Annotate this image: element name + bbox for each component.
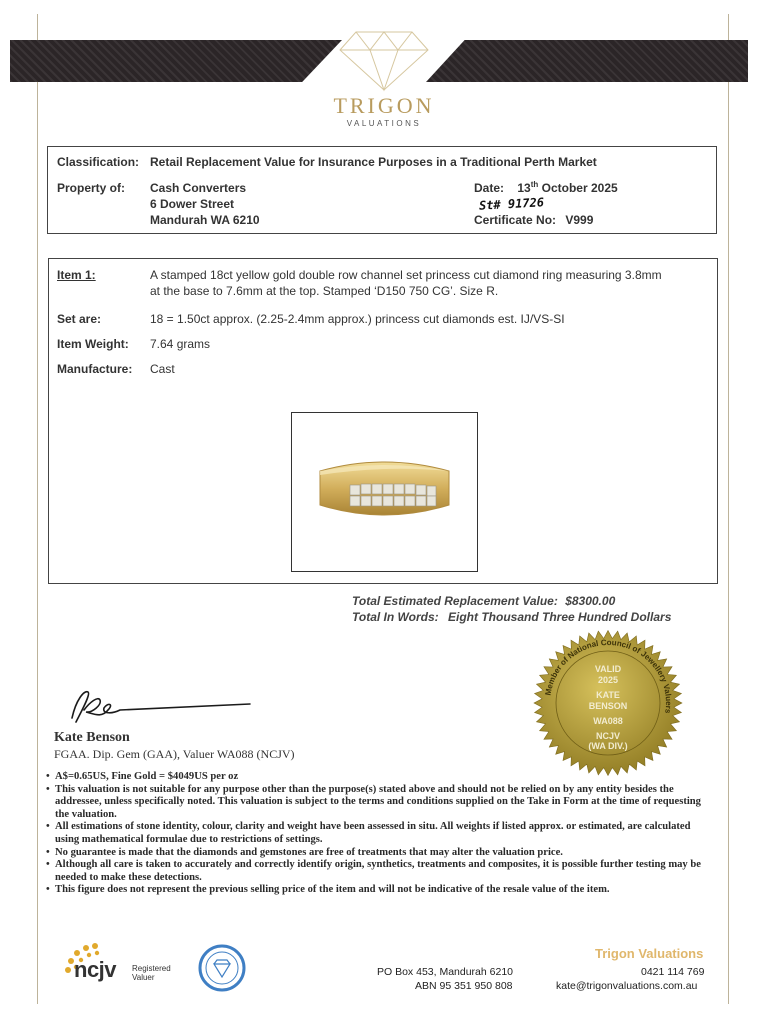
ncjv-sub-line-1: Registered [132,964,171,973]
note-item: • This figure does not represent the previous selling price of the item and will not be indicative of the resale value of the item. [46,884,706,897]
certificate-label: Certificate No: [474,213,557,227]
total-value-amount: $8300.00 [565,594,616,608]
header-band-right [426,40,748,82]
item-label: Item 1: [57,268,96,282]
seal-line-6: NCJV [595,731,621,741]
date-field [474,180,618,195]
ncjv-wordmark: ncjv [74,957,117,982]
seal-line-4: BENSON [588,701,628,711]
total-value-label: Total Estimated Replacement Value: [352,594,558,608]
weight-label: Item Weight: [57,337,129,351]
weight-value: 7.64 grams [150,337,211,351]
certificate-number: V999 [565,213,594,227]
ring-photo [291,412,478,572]
signature-mark-icon [64,680,254,730]
date-label: Date: [474,181,505,195]
brand-subtitle: VALUATIONS [346,119,422,128]
set-label: Set are: [57,312,102,326]
property-line-1: Cash Converters [150,181,247,195]
gemmological-association-badge-icon [198,944,246,992]
seal-line-1: VALID [594,664,622,674]
manufacture-value: Cast [150,362,175,376]
item-description-line-1: A stamped 18ct yellow gold double row channel set princess cut diamond ring measuring 3.8mm [150,268,662,282]
note-item: • This valuation is not suitable for any purpose other than the purpose(s) stated above and should not be relied on by any entity besides the addressee, unless specifically noted. This valuation is subject to the terms and conditions supplied on the Take in Form at the time of requesting the valuation. [46,784,706,822]
seal-line-2: 2025 [597,675,619,685]
note-item: • A$=0.65US, Fine Gold = $4049US per oz [46,771,706,784]
ncjv-gold-seal-icon [527,628,689,778]
handwritten-stock-number: St# 91726 [478,195,545,213]
seal-line-3: KATE [596,690,620,700]
signatory-credentials: FGAA. Dip. Gem (GAA), Valuer WA088 (NCJV) [54,747,295,761]
property-label: Property of: [57,181,126,195]
seal-line-5: WA088 [593,716,623,726]
set-value: 18 = 1.50ct approx. (2.25-2.4mm approx.) princess cut diamonds est. IJ/VS-SI [150,312,565,326]
seal-line-7: (WA DIV.) [588,741,628,751]
item-description-line-2: at the base to 7.6mm at the top. Stamped ‘D150 750 CG’. Size R. [150,284,499,298]
classification-value: Retail Replacement Value for Insurance Purposes in a Traditional Perth Market [150,155,597,169]
diamond-logo-icon [334,24,434,94]
property-line-3: Mandurah WA 6210 [150,213,260,227]
total-words-row [352,610,671,624]
date-day: 13 [517,181,531,195]
certificate-field [474,213,593,227]
brand-name: TRIGON [333,93,435,118]
footer-phone: 0421 114 769 [641,966,705,978]
date-month-year: October 2025 [541,181,618,195]
note-item: • Although all care is taken to accurately and correctly identify origin, synthetics, treatments and composites, it is possible further testing may be needed to make these detections. [46,859,706,884]
property-line-2: 6 Dower Street [150,197,235,211]
footer-brand: Trigon Valuations [595,946,704,961]
total-value-row [352,594,615,608]
footer-abn: ABN 95 351 950 808 [415,980,513,992]
ncjv-registered-valuer [132,964,171,982]
note-item: • No guarantee is made that the diamonds and gemstones are free of treatments that may alter the valuation price. [46,847,706,860]
seal-ring-text: Member of National Council of Jewellery Valuers [543,637,674,715]
header-band-left [10,40,342,82]
date-suffix: th [530,180,539,189]
total-words-value: Eight Thousand Three Hundred Dollars [448,610,672,624]
manufacture-label: Manufacture: [57,362,133,376]
signatory-name: Kate Benson [54,730,130,745]
classification-label: Classification: [57,155,140,169]
footer-email: kate@trigonvaluations.com.au [556,980,698,992]
footer-po-box: PO Box 453, Mandurah 6210 [377,966,514,978]
ring-image-icon [292,413,477,571]
note-item: • All estimations of stone identity, colour, clarity and weight have been assessed in situ. All weights if listed approx. or estimated, are calculated using mathematical formulae due to restrictions of settings. [46,821,706,846]
ncjv-sub-line-2: Valuer [132,973,155,982]
total-words-label: Total In Words: [352,610,439,624]
terms-notes-list [46,771,706,897]
